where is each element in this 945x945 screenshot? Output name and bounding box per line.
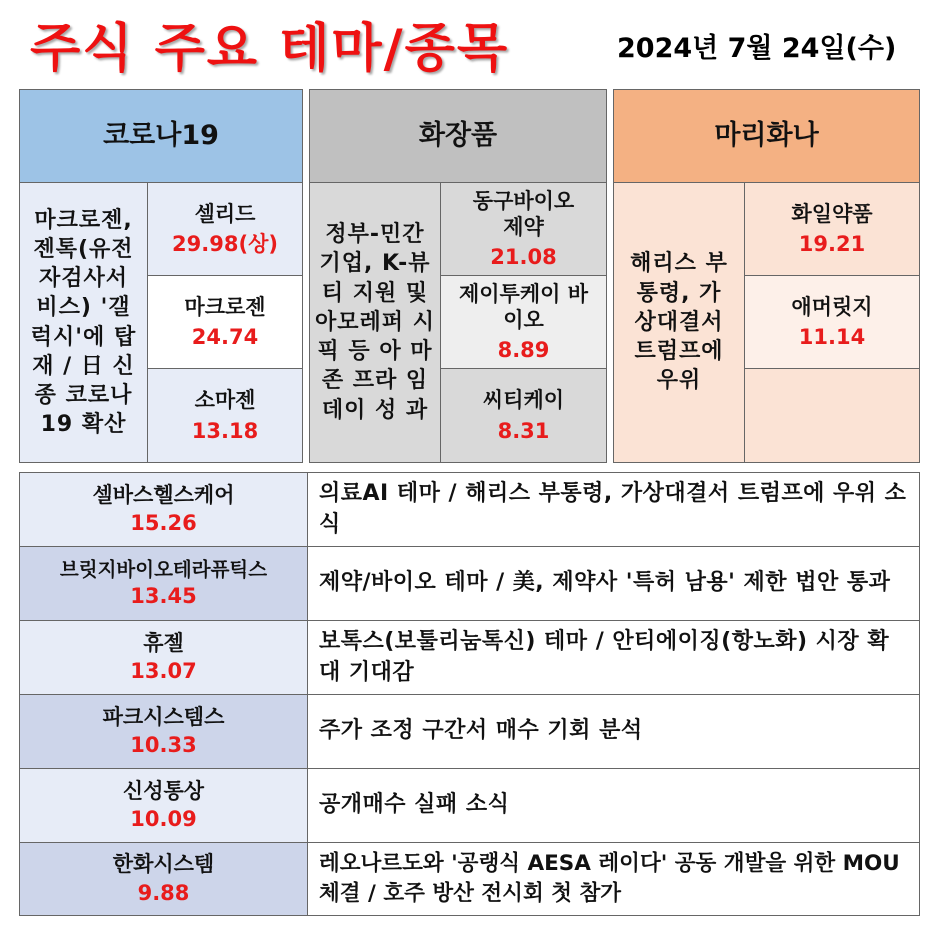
stock-name: 제이투케이 바이오	[458, 281, 589, 332]
stock-cell	[20, 843, 308, 915]
stock-cell	[20, 695, 308, 768]
stock-name: 셀리드	[194, 201, 256, 226]
stock-news: 의료AI 테마 / 해리스 부통령, 가상대결서 트럼프에 우위 소식	[308, 473, 919, 546]
stock-name: 한화시스템	[112, 852, 215, 877]
stock-name: 브릿지바이오테라퓨틱스	[59, 557, 268, 581]
stock-name: 화일약품	[791, 201, 873, 226]
stock-news: 레오나르도와 '공랭식 AESA 레이다' 공동 개발을 위한 MOU 체결 / 호주 방산 전시회 첫 참가	[308, 843, 919, 915]
stock-cell	[20, 769, 308, 842]
stock-change: 21.08	[490, 245, 557, 270]
stock-cell	[745, 183, 919, 276]
table-row	[20, 843, 919, 915]
theme-card-cosmetics	[309, 89, 607, 463]
stock-name: 동구바이오 제약	[472, 188, 575, 239]
table-row	[20, 695, 919, 769]
stock-name: 소마젠	[194, 388, 256, 413]
stock-cell	[20, 547, 308, 620]
page-title: 주식 주요 테마/종목	[30, 19, 510, 79]
stock-change: 9.88	[137, 880, 190, 905]
table-row	[20, 473, 919, 547]
stock-cell	[148, 369, 302, 462]
stock-cell	[148, 276, 302, 369]
stock-change: 10.09	[130, 807, 197, 831]
stock-name: 씨티케이	[482, 388, 565, 413]
theme-header: 마리화나	[614, 90, 919, 183]
theme-description: 해리스 부 통령, 가 상대결서 트럼프에 우위	[614, 183, 745, 462]
stock-news: 제약/바이오 테마 / 美, 제약사 '특허 남용' 제한 법안 통과	[308, 547, 919, 620]
stock-change: 11.14	[798, 325, 866, 349]
theme-header: 코로나19	[20, 90, 302, 183]
stock-cell	[148, 183, 302, 276]
stock-cell	[441, 276, 606, 369]
stock-change: 8.89	[497, 338, 550, 363]
stock-name: 애머릿지	[791, 294, 873, 319]
table-row	[20, 621, 919, 695]
theme-card-corona	[19, 89, 303, 463]
table-row	[20, 547, 919, 621]
stock-news: 보톡스(보툴리눔톡신) 테마 / 안티에이징(항노화) 시장 확대 기대감	[308, 621, 919, 694]
stock-change: 8.31	[497, 418, 550, 443]
stock-name: 파크시스템스	[102, 704, 225, 729]
stock-news: 공개매수 실패 소식	[308, 769, 919, 842]
stock-news: 주가 조정 구간서 매수 기회 분석	[308, 695, 919, 768]
stock-cell	[441, 183, 606, 276]
theme-description: 정부-민간 기업, K-뷰 티 지원 및 아모레퍼 시픽 등 아 마존 프라 임데이 성 과	[310, 183, 441, 462]
report-date: 2024년 7월 24일(수)	[617, 33, 897, 64]
stock-change: 13.07	[130, 659, 197, 683]
stock-name: 셀바스헬스케어	[92, 482, 235, 507]
stock-change: 13.18	[191, 418, 259, 443]
stock-change: 10.33	[130, 733, 197, 757]
theme-card-marijuana	[613, 89, 920, 463]
stock-news-table	[19, 472, 920, 916]
theme-description: 마크로젠, 젠톡(유전 자검사서 비스) '갤 럭시'에 탑 재 / 日 신 종 코로나 19 확산	[20, 183, 148, 462]
stock-cell	[20, 621, 308, 694]
stock-change: 24.74	[191, 325, 259, 349]
stock-change: 19.21	[798, 232, 866, 256]
stock-change: 13.45	[130, 584, 197, 609]
theme-header: 화장품	[310, 90, 606, 183]
stock-name: 휴젤	[143, 630, 184, 655]
table-row	[20, 769, 919, 843]
empty-stock-cell	[745, 369, 919, 462]
stock-change: 29.98(상)	[172, 232, 278, 256]
stock-cell	[20, 473, 308, 546]
stock-cell	[745, 276, 919, 369]
stock-change: 15.26	[130, 511, 197, 535]
stock-cell	[441, 369, 606, 462]
stock-name: 마크로젠	[184, 294, 266, 319]
stock-name: 신성통상	[122, 778, 205, 803]
